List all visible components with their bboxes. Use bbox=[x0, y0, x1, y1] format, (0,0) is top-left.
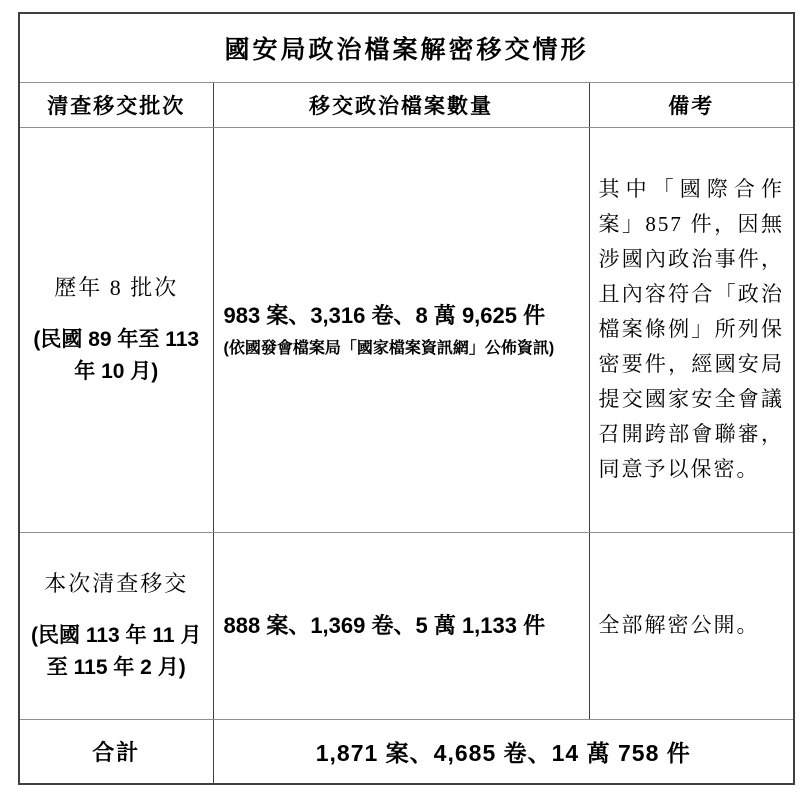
batch-cell-historical bbox=[19, 127, 213, 532]
batch-name: 歷年 8 批次 bbox=[54, 275, 179, 300]
table-row-total bbox=[19, 719, 794, 784]
quantity-cell-current bbox=[213, 532, 589, 719]
table-title: 國安局政治檔案解密移交情形 bbox=[19, 13, 794, 82]
table-title-row bbox=[19, 13, 794, 82]
quantity-value: 983 案、3,316 卷、8 萬 9,625 件 bbox=[223, 303, 546, 328]
quantity-source-note: (依國發會檔案局「國家檔案資訊網」公佈資訊) bbox=[223, 340, 555, 357]
batch-period-note: (民國 113 年 11 月至 115 年 2 月) bbox=[31, 624, 202, 679]
remark-cell-current: 全部解密公開。 bbox=[589, 532, 794, 719]
batch-name: 本次清查移交 bbox=[44, 571, 189, 596]
quantity-value: 888 案、1,369 卷、5 萬 1,133 件 bbox=[223, 613, 546, 638]
column-header-quantity: 移交政治檔案數量 bbox=[213, 82, 589, 127]
table-header-row bbox=[19, 82, 794, 127]
total-label: 合計 bbox=[19, 719, 213, 784]
batch-cell-current bbox=[19, 532, 213, 719]
total-value: 1,871 案、4,685 卷、14 萬 758 件 bbox=[213, 719, 794, 784]
remark-cell-historical: 其中「國際合作案」857 件，因無涉國內政治事件，且內容符合「政治檔案條例」所列保密要件，經國安局提交國家安全會議召開跨部會聯審，同意予以保密。 bbox=[589, 127, 794, 532]
quantity-cell-historical bbox=[213, 127, 589, 532]
batch-period-note: (民國 89 年至 113 年 10 月) bbox=[33, 328, 200, 383]
column-header-batch: 清查移交批次 bbox=[19, 82, 213, 127]
column-header-remark: 備考 bbox=[589, 82, 794, 127]
table-row-current-transfer bbox=[19, 532, 794, 719]
declassification-transfer-table bbox=[18, 12, 795, 785]
table-row-historical-batches bbox=[19, 127, 794, 532]
